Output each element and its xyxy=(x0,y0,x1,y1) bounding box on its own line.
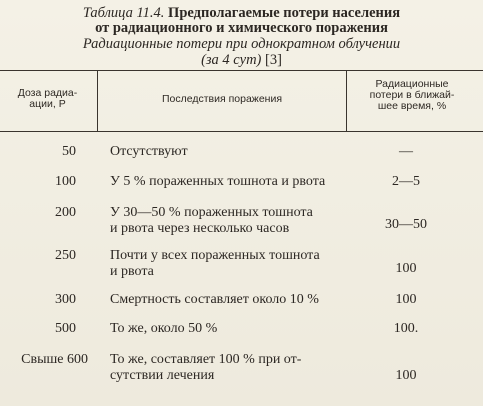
row-5-effect xyxy=(110,292,346,308)
header-loss xyxy=(347,79,477,112)
header-loss-line3: шее время, % xyxy=(377,100,447,112)
header-loss-line1: Радиационные xyxy=(375,78,449,90)
header-effect: Последствия поражения xyxy=(161,93,283,105)
row-6-dose: 500 xyxy=(55,321,76,336)
row-7-loss: 100 xyxy=(395,368,417,383)
row-2-effect-line1: У 5 % пораженных тошнота и рвота xyxy=(110,174,326,189)
row-3-effect xyxy=(110,205,346,237)
row-4-loss: 100 xyxy=(395,261,417,276)
row-2-effect xyxy=(110,174,346,190)
subtitle-period: (за 4 сут) xyxy=(201,52,262,68)
reference: [3] xyxy=(265,52,282,68)
table-subtitle-line1: Радиационные потери при однократном облучении xyxy=(82,36,401,52)
row-4-effect-line1: Почти у всех пораженных тошнота xyxy=(110,248,320,263)
row-3-loss: 30—50 xyxy=(385,217,427,232)
row-2-loss: 2—5 xyxy=(392,174,420,189)
row-3-effect-line2: и рвота через несколько часов xyxy=(110,221,290,236)
header-dose-line2: ации, Р xyxy=(29,98,66,110)
row-7-effect xyxy=(110,352,346,384)
row-4-effect-line2: и рвота xyxy=(110,264,154,279)
header-dose xyxy=(0,88,95,110)
row-1-dose: 50 xyxy=(62,144,76,159)
row-5-dose: 300 xyxy=(55,292,76,307)
row-6-effect xyxy=(110,321,346,337)
row-1-effect xyxy=(110,144,346,160)
header-loss-line2: потери в ближай- xyxy=(369,89,455,101)
table-caption-line1 xyxy=(0,6,483,21)
header-bottom-rule xyxy=(0,131,483,132)
row-6-loss: 100. xyxy=(393,321,419,336)
table-title-line2: от радиационного и химического поражения xyxy=(95,20,388,36)
row-6-effect-line1: То же, около 50 % xyxy=(110,321,218,336)
header-dose-line1: Доза радиа- xyxy=(17,87,78,99)
row-1-effect-line1: Отсутствуют xyxy=(110,144,188,159)
row-5-effect-line1: Смертность составляет около 10 % xyxy=(110,292,319,307)
row-5-loss: 100 xyxy=(395,292,417,307)
table-top-rule xyxy=(0,70,483,71)
row-3-effect-line1: У 30—50 % пораженных тошнота xyxy=(110,205,313,220)
table-subtitle-line2 xyxy=(0,53,483,68)
row-7-dose: Свыше 600 xyxy=(21,352,88,367)
row-2-dose: 100 xyxy=(55,174,76,189)
row-4-effect xyxy=(110,248,346,280)
row-7-effect-line1: То же, составляет 100 % при от- xyxy=(110,352,302,367)
row-3-dose: 200 xyxy=(55,205,76,220)
row-7-effect-line2: сутствии лечения xyxy=(110,368,215,383)
table-title-part1: Предполагаемые потери населения xyxy=(168,5,401,21)
table-label: Таблица 11.4. xyxy=(82,5,165,21)
row-4-dose: 250 xyxy=(55,248,76,263)
row-1-loss: — xyxy=(399,144,413,159)
